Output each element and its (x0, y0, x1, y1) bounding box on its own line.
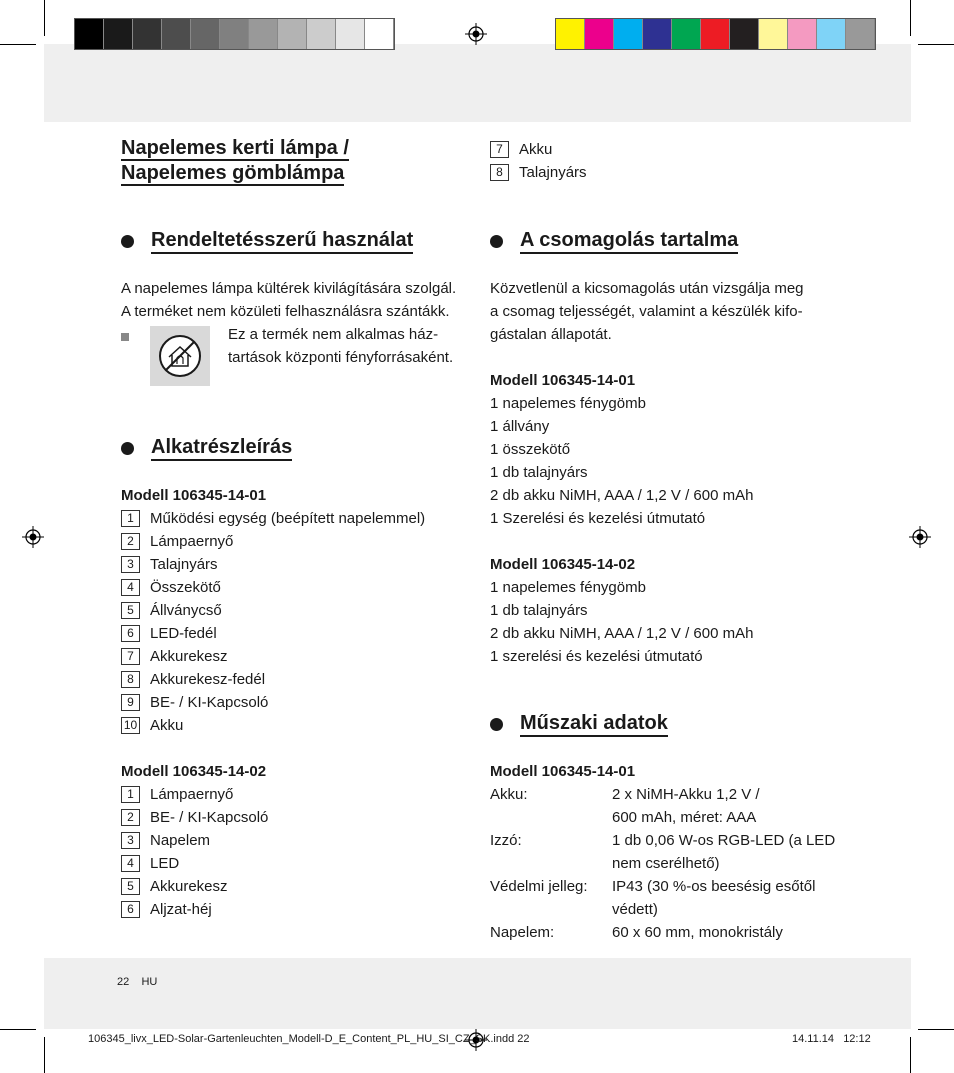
package-intro: Közvetlenül a kicsomagolás után vizsgálja meg a csomag teljességét, valamint a készülék kifo- gástalan állapotát. (490, 280, 804, 343)
square-bullet-icon (121, 333, 129, 341)
package-item: 1 szerelési és kezelési útmutató (490, 648, 703, 665)
spec-value: 2 x NiMH-Akku 1,2 V / 600 mAh, méret: AAA (612, 786, 760, 826)
part-label: BE- / KI-Kapcsoló (150, 694, 269, 711)
section-heading-intended-use: Rendeltetésszerű használat (121, 227, 413, 255)
spec-row (490, 783, 842, 829)
part-item (121, 553, 425, 576)
part-number: 4 (121, 855, 140, 872)
color-swatch (191, 19, 220, 49)
color-swatch (162, 19, 191, 49)
section-heading-parts: Alkatrészleírás (121, 434, 292, 462)
color-swatch (643, 19, 672, 49)
page-number: 22 HU (117, 976, 158, 988)
part-label: Talajnyárs (519, 164, 587, 181)
footer-band (44, 958, 911, 1029)
color-swatch (730, 19, 759, 49)
part-item (121, 806, 268, 829)
tech-spec-table (490, 783, 842, 944)
part-number: 9 (121, 694, 140, 711)
color-swatch (75, 19, 104, 49)
no-household-lighting-icon (150, 326, 210, 386)
crop-mark (44, 1037, 45, 1073)
part-label: Aljzat-héj (150, 901, 212, 918)
spec-value: 60 x 60 mm, monokristály (612, 924, 783, 941)
part-item (121, 691, 425, 714)
package-item: 1 összekötő (490, 441, 571, 458)
part-item (121, 599, 425, 622)
part-label: Akkurekesz (150, 878, 228, 895)
part-label: Napelem (150, 832, 211, 849)
part-item (121, 622, 425, 645)
title-line-1: Napelemes kerti lámpa / (121, 137, 349, 159)
title-line-2: Napelemes gömblámpa (121, 162, 345, 184)
part-label: Talajnyárs (150, 556, 218, 573)
part-number: 8 (490, 164, 509, 181)
part-number: 6 (121, 625, 140, 642)
bullet-dot-icon (121, 442, 134, 455)
spec-row (490, 921, 842, 944)
crop-mark (918, 1029, 954, 1030)
package-item: 1 db talajnyárs (490, 464, 588, 481)
spec-value: IP43 (30 %-os beesésig esőtől védett) (612, 878, 816, 918)
color-swatch (846, 19, 875, 49)
package-item: 2 db akku NiMH, AAA / 1,2 V / 600 mAh (490, 487, 754, 504)
part-label: Állványcső (150, 602, 222, 619)
crop-mark (0, 1029, 36, 1030)
crop-mark (910, 1037, 911, 1073)
part-number: 3 (121, 832, 140, 849)
file-slug: 106345_livx_LED-Solar-Gartenleuchten_Modell-D_E_Content_PL_HU_SI_CZ_SK.indd 22 (88, 1033, 530, 1045)
part-number: 2 (121, 809, 140, 826)
color-swatch (672, 19, 701, 49)
part-label: Lámpaernyő (150, 533, 234, 550)
color-swatch (278, 19, 307, 49)
part-item (121, 852, 268, 875)
part-number: 5 (121, 878, 140, 895)
bullet-dot-icon (490, 718, 503, 731)
package-list-model2 (490, 576, 753, 668)
bullet-dot-icon (121, 235, 134, 248)
part-label: Akku (519, 141, 553, 158)
tech-model1-label: Modell 106345-14-01 (490, 763, 636, 780)
part-number: 1 (121, 786, 140, 803)
part-item (121, 783, 268, 806)
color-swatch (249, 19, 278, 49)
spec-value: 1 db 0,06 W-os RGB-LED (a LED nem cserélhető) (612, 832, 836, 872)
part-item (121, 829, 268, 852)
section-heading-tech: Műszaki adatok (490, 710, 668, 738)
registration-mark-icon (465, 23, 487, 45)
part-item (121, 875, 268, 898)
part-label: LED-fedél (150, 625, 217, 642)
part-label: Összekötő (150, 579, 221, 596)
part-number: 4 (121, 579, 140, 596)
part-label: Lámpaernyő (150, 786, 234, 803)
crop-mark (0, 44, 36, 45)
spec-key: Védelmi jelleg: (490, 878, 588, 895)
part-item (121, 668, 425, 691)
part-number: 2 (121, 533, 140, 550)
color-swatch (220, 19, 249, 49)
color-swatch (614, 19, 643, 49)
slug-date: 14.11.14 12:12 (792, 1033, 871, 1045)
parts-model2-label: Modell 106345-14-02 (121, 763, 267, 780)
part-number: 7 (121, 648, 140, 665)
header-band (44, 44, 911, 122)
spec-row (490, 875, 842, 921)
spec-row (490, 829, 842, 875)
parts-list-model1 (121, 507, 425, 737)
package-item: 1 db talajnyárs (490, 602, 588, 619)
part-number: 1 (121, 510, 140, 527)
part-label: Akku (150, 717, 184, 734)
package-model1-label: Modell 106345-14-01 (490, 372, 636, 389)
crop-mark (918, 44, 954, 45)
package-item: 2 db akku NiMH, AAA / 1,2 V / 600 mAh (490, 625, 754, 642)
registration-mark-icon (22, 526, 44, 548)
page-title (121, 136, 349, 186)
color-swatch (336, 19, 365, 49)
parts-model1-label: Modell 106345-14-01 (121, 487, 267, 504)
bullet-text: Ez a termék nem alkalmas ház- tartások központi fényforrásaként. (228, 326, 454, 366)
package-list-model1 (490, 392, 753, 530)
part-item (121, 576, 425, 599)
spec-key: Izzó: (490, 832, 522, 849)
intended-use-text: A napelemes lámpa kültérek kivilágítására szolgál. A terméket nem közületi felhasználásra szántákk. (121, 280, 457, 320)
bullet-dot-icon (490, 235, 503, 248)
part-item (121, 507, 425, 530)
part-label: Akkurekesz-fedél (150, 671, 266, 688)
part-number: 7 (490, 141, 509, 158)
crop-mark (910, 0, 911, 36)
color-swatch (307, 19, 336, 49)
part-number: 3 (121, 556, 140, 573)
part-label: Működési egység (beépített napelemmel) (150, 510, 426, 527)
color-swatch (817, 19, 846, 49)
part-number: 10 (121, 717, 140, 734)
part-label: LED (150, 855, 180, 872)
part-number: 5 (121, 602, 140, 619)
color-swatch (759, 19, 788, 49)
part-item (490, 138, 587, 161)
color-swatch (701, 19, 730, 49)
section-heading-package: A csomagolás tartalma (490, 227, 738, 255)
color-swatch (585, 19, 614, 49)
color-swatch (365, 19, 394, 49)
part-number: 8 (121, 671, 140, 688)
part-item (121, 530, 425, 553)
crop-mark (44, 0, 45, 36)
parts-list-model2 (121, 783, 268, 921)
color-swatch (133, 19, 162, 49)
color-swatch (556, 19, 585, 49)
package-item: 1 állvány (490, 418, 550, 435)
part-label: Akkurekesz (150, 648, 228, 665)
part-number: 6 (121, 901, 140, 918)
color-swatch (104, 19, 133, 49)
package-model2-label: Modell 106345-14-02 (490, 556, 636, 573)
grey-color-bar (74, 18, 395, 50)
part-item (490, 161, 587, 184)
part-label: BE- / KI-Kapcsoló (150, 809, 269, 826)
part-item (121, 714, 425, 737)
process-color-bar (555, 18, 876, 50)
package-item: 1 napelemes fénygömb (490, 395, 646, 412)
parts-list-model2-cont (490, 138, 587, 184)
spec-key: Napelem: (490, 924, 555, 941)
package-item: 1 Szerelési és kezelési útmutató (490, 510, 706, 527)
registration-mark-icon (909, 526, 931, 548)
spec-key: Akku: (490, 786, 528, 803)
color-swatch (788, 19, 817, 49)
package-item: 1 napelemes fénygömb (490, 579, 646, 596)
part-item (121, 645, 425, 668)
part-item (121, 898, 268, 921)
